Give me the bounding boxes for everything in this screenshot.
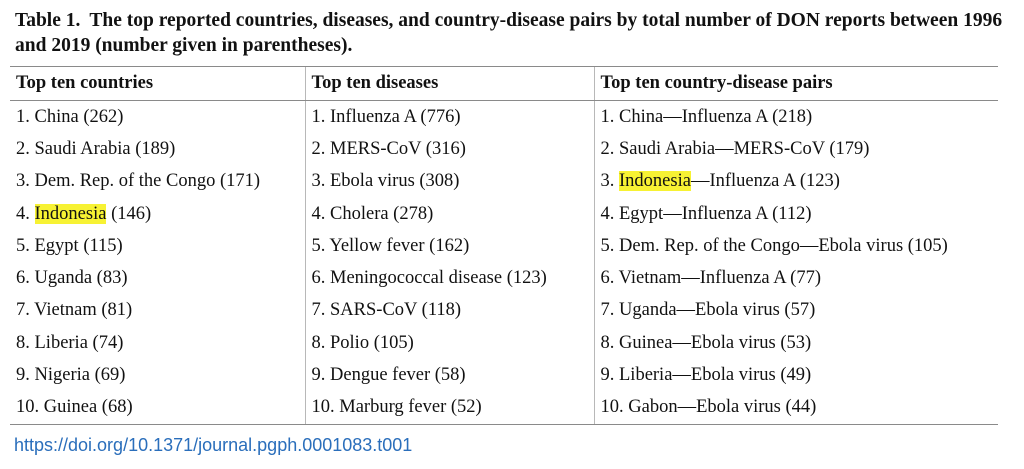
cell-text: 9. Nigeria (69) — [16, 365, 126, 386]
table-cell-country — [10, 295, 305, 327]
table-cell-country — [10, 198, 305, 230]
cell-text: 6. Vietnam—Influenza A (77) — [600, 268, 821, 289]
table-caption — [15, 8, 1010, 58]
cell-text: 7. Uganda—Ebola virus (57) — [600, 300, 816, 321]
data-table — [10, 66, 998, 425]
cell-text: 7. SARS-CoV (118) — [311, 300, 462, 321]
cell-text: 6. Meningococcal disease (123) — [311, 268, 547, 289]
table-cell-country — [10, 359, 305, 391]
cell-text: 2. MERS-CoV (316) — [311, 138, 466, 159]
table-row — [10, 295, 998, 327]
table-cell-pair — [594, 133, 998, 165]
cell-text: 4. — [16, 203, 35, 224]
cell-text: 10. Gabon—Ebola virus (44) — [600, 397, 817, 418]
table-row — [10, 392, 998, 425]
cell-text: 5. Egypt (115) — [16, 235, 123, 256]
table-cell-country — [10, 262, 305, 294]
table-cell-disease — [305, 101, 594, 134]
cell-text: 8. Polio (105) — [311, 332, 414, 353]
cell-text: 2. Saudi Arabia—MERS-CoV (179) — [600, 138, 870, 159]
doi-link[interactable]: https://doi.org/10.1371/journal.pgph.0001083.t001 — [14, 435, 413, 455]
table-cell-country — [10, 133, 305, 165]
table-row — [10, 359, 998, 391]
column-header-pairs: Top ten country-disease pairs — [594, 67, 998, 101]
table-cell-disease — [305, 327, 594, 359]
table-cell-country — [10, 392, 305, 425]
cell-text: 8. Guinea—Ebola virus (53) — [600, 332, 812, 353]
table-cell-disease — [305, 133, 594, 165]
table-row — [10, 230, 998, 262]
cell-text: 9. Liberia—Ebola virus (49) — [600, 365, 812, 386]
cell-text: 1. Influenza A (776) — [311, 106, 461, 127]
table-cell-country — [10, 230, 305, 262]
table-body — [10, 101, 998, 425]
cell-text: 5. Yellow fever (162) — [311, 235, 470, 256]
table-cell-disease — [305, 359, 594, 391]
cell-text: 3. — [600, 171, 619, 192]
cell-text: (146) — [106, 203, 152, 224]
table-cell-disease — [305, 230, 594, 262]
table-cell-pair — [594, 262, 998, 294]
table-cell-country — [10, 327, 305, 359]
table-cell-pair — [594, 230, 998, 262]
highlighted-text: Indonesia — [34, 203, 107, 224]
table-cell-country — [10, 166, 305, 198]
cell-text: 8. Liberia (74) — [16, 332, 124, 353]
cell-text: —Influenza A (123) — [690, 171, 840, 192]
cell-text: 4. Egypt—Influenza A (112) — [600, 203, 812, 224]
table-row — [10, 327, 998, 359]
table-cell-pair — [594, 166, 998, 198]
cell-text: 3. Ebola virus (308) — [311, 171, 460, 192]
table-cell-disease — [305, 295, 594, 327]
cell-text: 6. Uganda (83) — [16, 268, 128, 289]
table-caption-text: The top reported countries, diseases, and country-disease pairs by total number of DON reports between 1996 and 2019 (number given in parentheses). — [15, 10, 1003, 56]
cell-text: 9. Dengue fever (58) — [311, 365, 466, 386]
cell-text: 2. Saudi Arabia (189) — [16, 138, 176, 159]
table-row — [10, 133, 998, 165]
highlighted-text: Indonesia — [619, 171, 691, 192]
table-row — [10, 262, 998, 294]
cell-text: 10. Guinea (68) — [16, 397, 133, 418]
table-cell-disease — [305, 392, 594, 425]
table-cell-pair — [594, 392, 998, 425]
table-cell-country — [10, 101, 305, 134]
table-row — [10, 166, 998, 198]
cell-text: 1. China—Influenza A (218) — [600, 106, 813, 127]
table-header-row — [10, 67, 998, 101]
table-cell-pair — [594, 359, 998, 391]
table-cell-pair — [594, 295, 998, 327]
cell-text: 1. China (262) — [16, 106, 124, 127]
table-cell-disease — [305, 198, 594, 230]
table-cell-pair — [594, 101, 998, 134]
table-cell-pair — [594, 327, 998, 359]
cell-text: 4. Cholera (278) — [311, 203, 434, 224]
cell-text: 3. Dem. Rep. of the Congo (171) — [16, 171, 261, 192]
table-cell-disease — [305, 262, 594, 294]
cell-text: 5. Dem. Rep. of the Congo—Ebola virus (105) — [600, 235, 948, 256]
table-row — [10, 101, 998, 134]
cell-text: 7. Vietnam (81) — [16, 300, 133, 321]
table-cell-pair — [594, 198, 998, 230]
table-label: Table 1. — [15, 10, 81, 31]
table-row — [10, 198, 998, 230]
column-header-diseases: Top ten diseases — [305, 67, 594, 101]
table-container — [10, 66, 998, 425]
column-header-countries: Top ten countries — [10, 67, 305, 101]
cell-text: 10. Marburg fever (52) — [311, 397, 482, 418]
table-cell-disease — [305, 166, 594, 198]
